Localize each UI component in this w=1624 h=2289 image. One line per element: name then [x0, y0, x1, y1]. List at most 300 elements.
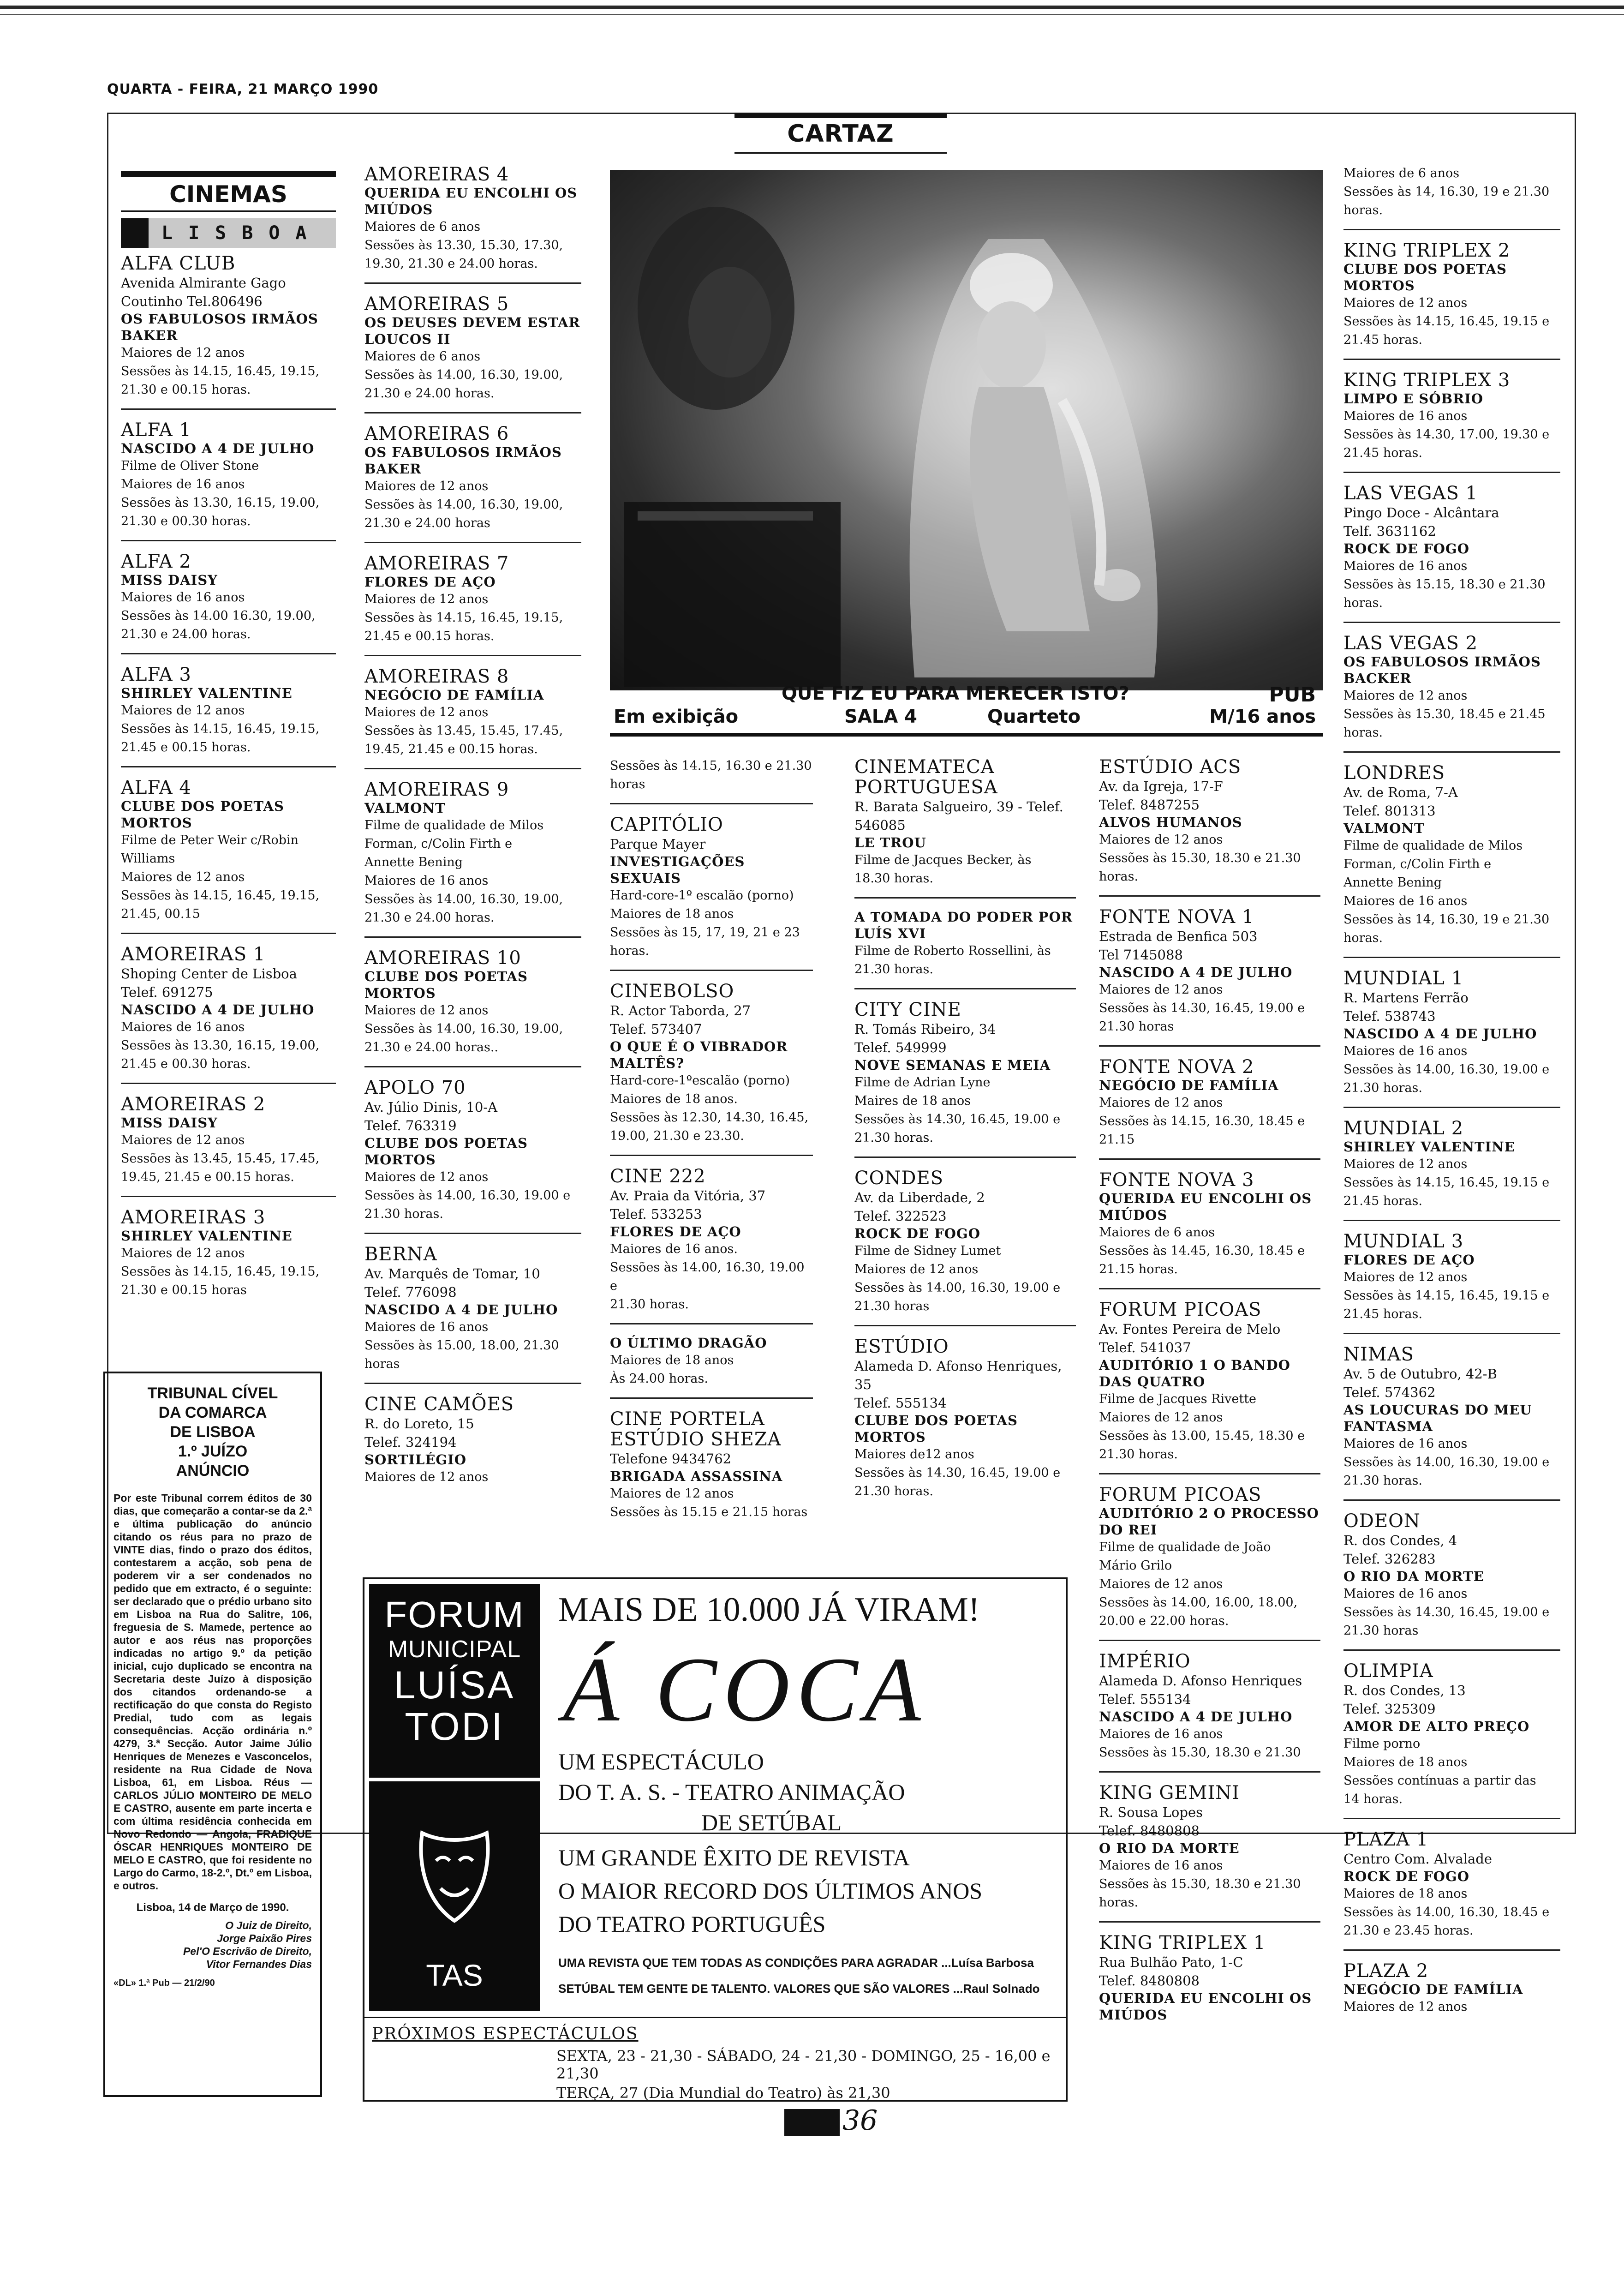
cinema-address: Telef. 8480808 [1099, 1823, 1200, 1839]
theatre-mask-icon [408, 1824, 501, 1930]
cinema-name: MUNDIAL 1 [1343, 968, 1464, 989]
session-info: Maiores de 16 anos [121, 590, 245, 605]
section-title-rule [734, 152, 947, 154]
session-info: Sessões contínuas a partir das [1343, 1774, 1536, 1788]
session-info: 21.45, 00.15 [121, 907, 200, 921]
film-title: INVESTIGAÇÕES SEXUAIS [610, 854, 745, 886]
session-info: Filme de qualidade de Milos [364, 818, 544, 833]
film-title: MISS DAISY [121, 1115, 218, 1131]
session-info: Sessões às 14.00, 16.30, 18.45 e [1343, 1905, 1550, 1919]
cinema-listing [364, 164, 581, 284]
cinema-address: Telef. 574362 [1343, 1384, 1436, 1400]
film-title: OS FABULOSOS IRMÃOS BAKER [364, 444, 562, 477]
session-info: 14 horas. [1343, 1792, 1403, 1806]
cinema-address: Av. da Liberdade, 2 [854, 1190, 985, 1205]
cinema-listing [364, 424, 581, 543]
cinema-address: Telef. 8480808 [1099, 1973, 1200, 1989]
session-info: Forman, c/Colin Firth e [1343, 857, 1492, 871]
session-info: 19.00, 21.30 e 23.30. [610, 1129, 744, 1143]
film-title: NOVE SEMANAS E MEIA [854, 1057, 1051, 1073]
film-title: NASCIDO A 4 DE JULHO [121, 1002, 315, 1018]
film-title: SORTILÉGIO [364, 1452, 467, 1468]
session-info: Maiores de 18 anos [610, 907, 734, 921]
caption-rating: M/16 anos [1209, 706, 1316, 727]
session-info: 21.45 e 00.15 horas. [364, 629, 495, 643]
cinema-address: Av. da Igreja, 17-F [1099, 779, 1223, 794]
cinema-address: Telef. 691275 [121, 984, 213, 1000]
session-info: Maiores de 18 anos [1343, 1755, 1468, 1769]
film-title: MISS DAISY [121, 572, 218, 588]
session-info: horas. [1343, 596, 1383, 610]
session-info: horas [610, 777, 645, 791]
session-info: Sessões às 15.30, 18.30 e 21.30 [1099, 1877, 1301, 1891]
cinema-name: AMOREIRAS 5 [364, 294, 509, 315]
cinema-address: Telef. 776098 [364, 1284, 457, 1300]
session-info: Sessões às 15, 17, 19, 21 e 23 [610, 925, 800, 940]
session-info: Maiores de 12 anos [1099, 833, 1223, 847]
session-info: Sessões às 13.30, 16.15, 19.00, [121, 1038, 320, 1053]
film-title: AMOR DE ALTO PREÇO [1343, 1719, 1530, 1734]
cinema-name: CAPITÓLIO [610, 814, 723, 835]
session-info: Sessões às 14.00, 16.30, 19.00, [364, 497, 563, 512]
cinema-listing [610, 815, 813, 971]
court-notice-signatures: O Juiz de Direito, Jorge Paixão Pires Pel'O Escrivão de Direito, Vitor Fernandes Dias [183, 1919, 312, 1970]
session-info: Hard-core-1º escalão (porno) [610, 888, 794, 903]
court-notice-body: Por este Tribunal correm éditos de 30 dias, que começarão a contar-se da 2.ª e última publicação do anúncio citando os réus para no prazo de VINTE dias, findo o prazo dos éditos, contestarem a acção, sob pena de poderem vir a ser condenados no pedido que em extracto, é o seguinte: ser declarado que o prédio urbano sito em Lisboa na Rua do Salitre, 106, freguesia de S. Mamede, pertence ao autor e aos réus nas proporções indicadas no artigo 9.º da petição inicial, cujo duplicado se encontra na Secretaria deste Juízo à disposição dos citandos ordenando-se a rectificação do que consta do Registo Predial, tudo com as legais consequências. Acção ordinária n.º 4279, 3.ª Secção. Autor Jaime Júlio Henriques de Menezes e Vasconcelos, residente na Rua Cidade de Nova Lisboa, 61, em Lisboa. Réus — CARLOS JÚLIO MONTEIRO DE MELO E CASTRO, ausente em parte incerta e com última residência conhecida em Novo Redondo — Angola, FRADIQUE ÓSCAR HENRIQUES MONTEIRO DE MELO E CASTRO, que foi residente no Largo do Carmo, 18-2.º, Dt.º em Lisboa, e outros. [113, 1492, 312, 1892]
city-banner [121, 218, 336, 248]
cinema-name: KING TRIPLEX 1 [1099, 1932, 1266, 1953]
cinema-name: LAS VEGAS 2 [1343, 633, 1478, 654]
session-info: Maiores de 12 anos [364, 705, 489, 719]
session-info: Maiores de 16 anos [121, 477, 245, 491]
cinema-address: Tel 7145088 [1099, 947, 1183, 963]
session-info: Sessões às 14.15, 16.45, 19.15 e [1343, 1175, 1550, 1190]
film-title: LE TROU [854, 835, 926, 851]
cinema-name: FORUM PICOAS [1099, 1484, 1262, 1505]
cinema-address: Telef. 555134 [1099, 1691, 1191, 1707]
cinema-listing [1343, 1231, 1560, 1334]
session-info: Maiores de 16 anos [1343, 1044, 1468, 1058]
session-info: Maires de 18 anos [854, 1094, 971, 1108]
cinema-listing [1099, 1300, 1320, 1474]
city-name: LISBOA [149, 218, 336, 248]
session-info: horas. [1099, 1895, 1139, 1910]
session-info: Filme de Oliver Stone [121, 459, 259, 473]
cinema-address: Parque Mayer [610, 836, 706, 852]
film-photo [610, 170, 1323, 690]
ad-line-4: UM GRANDE ÊXITO DE REVISTA [558, 1845, 910, 1870]
column-4 [854, 757, 1076, 1520]
cinema-listing [364, 1394, 581, 1496]
session-info: Filme de qualidade de João [1099, 1540, 1271, 1554]
cinema-listing [121, 420, 336, 541]
ad-dates-2: TERÇA, 27 (Dia Mundial do Teatro) às 21,30 [556, 2084, 890, 2102]
cinema-listing [854, 1000, 1076, 1158]
film-title: CLUBE DOS POETAS MORTOS [121, 798, 284, 831]
session-info: Maiores de 12 anos [1343, 296, 1468, 310]
cinema-listing [610, 757, 813, 804]
session-info: Maiores de 6 anos [364, 349, 481, 364]
cinema-listing [121, 1094, 336, 1197]
cinema-name: AMOREIRAS 9 [364, 779, 509, 800]
film-title: LIMPO E SÓBRIO [1343, 391, 1484, 407]
cinema-listing [1343, 1344, 1560, 1501]
film-title: OS FABULOSOS IRMÃOS BACKER [1343, 654, 1541, 686]
film-title: AUDITÓRIO 2 O PROCESSO DO REI [1099, 1505, 1319, 1538]
cinema-listing [1343, 1511, 1560, 1651]
cinema-name: KING TRIPLEX 2 [1343, 240, 1511, 261]
column-5 [1099, 757, 1320, 2043]
session-info: Sessões às 13.30, 16.15, 19.00, [121, 496, 320, 510]
cinema-address: Av. 5 de Outubro, 42-B [1343, 1366, 1497, 1382]
cinema-listing [1099, 1485, 1320, 1641]
cinema-listing [364, 1078, 581, 1234]
session-info: 20.00 e 22.00 horas. [1099, 1614, 1229, 1628]
session-info: Maiores de 12 anos [1343, 1157, 1468, 1171]
session-info: Maiores de 18 anos. [610, 1092, 738, 1106]
ad-line-2: DO T. A. S. - TEATRO ANIMAÇÃO [558, 1779, 905, 1805]
ad-dates-1: SEXTA, 23 - 21,30 - SÁBADO, 24 - 21,30 - DOMINGO, 25 - 16,00 e 21,30 [556, 2047, 1051, 2082]
session-info: Sessões às 15.15, 18.30 e 21.30 [1343, 577, 1546, 592]
session-info: Maiores de 16 anos [1099, 1727, 1223, 1741]
cinema-address: Avenida Almirante Gago [121, 275, 286, 291]
cinema-listing [854, 909, 1076, 989]
cinema-address: R. Barata Salgueiro, 39 - Telef. [854, 799, 1063, 815]
session-info: Maiores de 16 anos. [610, 1242, 738, 1256]
cinema-address: Telef. 555134 [854, 1395, 947, 1411]
film-title: SHIRLEY VALENTINE [121, 685, 293, 701]
film-title: CLUBE DOS POETAS MORTOS [1343, 261, 1507, 294]
session-info: Sessões às 15.00, 18.00, 21.30 [364, 1338, 559, 1353]
cinema-address: Shoping Center de Lisboa [121, 966, 297, 982]
film-title: AS LOUCURAS DO MEU FANTASMA [1343, 1402, 1532, 1434]
session-info: 21.30 horas [1099, 1019, 1174, 1034]
session-info: 21.30 e 24.00 horas.. [364, 1040, 498, 1055]
session-info: Sessões às 14.30, 17.00, 19.30 e [1343, 427, 1550, 442]
cinema-address: R. do Loreto, 15 [364, 1416, 474, 1432]
cinema-name: FONTE NOVA 1 [1099, 906, 1254, 928]
court-notice-ref: «DL» 1.ª Pub — 21/2/90 [113, 1978, 215, 1988]
cinema-address: Telef. 573407 [610, 1021, 702, 1037]
film-title: QUERIDA EU ENCOLHI OS MIÚDOS [1099, 1191, 1312, 1223]
session-info: horas [364, 1357, 400, 1371]
caption-quarteto: Quarteto [987, 706, 1081, 727]
film-title: QUERIDA EU ENCOLHI OS MIÚDOS [364, 185, 578, 217]
film-title: NASCIDO A 4 DE JULHO [364, 1302, 558, 1318]
session-info: 21.45 horas. [1343, 446, 1422, 460]
cinema-listing [854, 1168, 1076, 1326]
film-title: NEGÓCIO DE FAMÍLIA [1343, 1982, 1523, 1997]
session-info: Sessões às 14.30, 16.45, 19.00 e [1343, 1605, 1550, 1619]
cinema-name: LONDRES [1343, 762, 1445, 784]
top-rule-thin [0, 14, 1624, 15]
session-info: Sessões às 14.00, 16.30, 19.00, [364, 1022, 563, 1036]
film-title: CLUBE DOS POETAS MORTOS [364, 969, 528, 1001]
cinema-listing [1343, 164, 1560, 230]
session-info: Maiores de 18 anos [610, 1353, 734, 1367]
film-title: SHIRLEY VALENTINE [1343, 1139, 1515, 1155]
session-info: Sessões às 15.30, 18.30 e 21.30 [1099, 851, 1301, 865]
film-title: O RIO DA MORTE [1343, 1569, 1484, 1584]
cinema-name: AMOREIRAS 2 [121, 1094, 266, 1115]
film-title: FLORES DE AÇO [610, 1224, 741, 1240]
session-info: Maiores de 12 anos [121, 703, 245, 718]
session-info: 21.45 horas. [1343, 1307, 1422, 1321]
film-title: VALMONT [1343, 821, 1425, 836]
session-info: Maiores de 12 anos [1343, 689, 1468, 703]
session-info: 21.30 e 24.00 horas [364, 516, 490, 530]
session-info: 21.30 horas. [1343, 1474, 1422, 1488]
session-info: Sessões às 14.45, 16.30, 18.45 e [1099, 1244, 1305, 1258]
session-info: 18.30 horas. [854, 871, 933, 886]
film-title: AUDITÓRIO 1 O BANDO DAS QUATRO [1099, 1357, 1290, 1390]
session-info: Maiores de 16 anos [1343, 409, 1468, 423]
film-title: FLORES DE AÇO [364, 574, 496, 590]
session-info: Sessões às 15.30, 18.30 e 21.30 [1099, 1745, 1301, 1760]
session-info: Maiores de 16 anos [1343, 559, 1468, 573]
section-title: CARTAZ [787, 120, 894, 148]
film-title: FLORES DE AÇO [1343, 1252, 1475, 1268]
session-info: Sessões às 14.15, 16.45, 19.15, [121, 888, 320, 903]
cinema-listing [121, 778, 336, 934]
session-info: Sessões às 14.30, 16.45, 19.00 e [854, 1466, 1061, 1480]
session-info: Annette Bening [364, 855, 463, 869]
bride-photo-illustration [610, 170, 1323, 690]
film-title: NASCIDO A 4 DE JULHO [1099, 1709, 1293, 1725]
column-2 [364, 164, 581, 1506]
session-info: Sessões às 12.30, 14.30, 16.45, [610, 1110, 809, 1125]
cinema-address: R. dos Condes, 13 [1343, 1683, 1466, 1698]
cinema-name: OLIMPIA [1343, 1660, 1433, 1682]
cinema-address: Telef. 801313 [1343, 803, 1436, 819]
session-info: Maiores de 16 anos [1343, 894, 1468, 908]
session-info: Filme de Jacques Becker, às [854, 853, 1032, 867]
cinema-listing [1099, 1933, 1320, 2032]
session-info: Sessões às 13.00, 15.45, 18.30 e [1099, 1429, 1305, 1443]
session-info: Maiores de 12 anos [610, 1486, 734, 1501]
session-info: Maiores de 6 anos [1343, 166, 1460, 180]
cinema-listing [364, 779, 581, 938]
cinema-address: 546085 [854, 817, 906, 833]
film-title: ROCK DE FOGO [1343, 541, 1469, 557]
cinema-address: Rua Bulhão Pato, 1-C [1099, 1954, 1243, 1970]
session-info: 21.30 horas. [364, 1207, 443, 1221]
cinema-address: Telef. 533253 [610, 1206, 702, 1222]
session-info: Forman, c/Colin Firth e [364, 837, 513, 851]
cinema-address: Av. Júlio Dinis, 10-A [364, 1099, 498, 1115]
cinema-name: MUNDIAL 3 [1343, 1231, 1464, 1252]
film-title: QUERIDA EU ENCOLHI OS MIÚDOS [1099, 1990, 1312, 2023]
session-info: Sessões às 14.00, 16.00, 18.00, [1099, 1595, 1298, 1610]
session-info: 21.45 e 00.30 horas. [121, 1057, 251, 1071]
ad-line-6: DO TEATRO PORTUGUÊS [558, 1911, 826, 1937]
cinema-listing [1343, 968, 1560, 1108]
cinema-name: PLAZA 2 [1343, 1960, 1429, 1982]
cinema-address: Alameda D. Afonso Henriques [1099, 1673, 1302, 1689]
session-info: Sessões às 14.00, 16.30, 19.00 e [364, 1188, 571, 1203]
session-info: Sessões às 14.15, 16.45, 19.15, [364, 611, 563, 625]
session-info: 21.45 horas. [1343, 333, 1422, 347]
session-info: Hard-core-1ºescalão (porno) [610, 1073, 790, 1088]
session-info: 19.30, 21.30 e 24.00 horas. [364, 257, 538, 271]
column-3 [610, 757, 813, 1541]
session-info: Maiores de 18 anos [1343, 1887, 1468, 1901]
cinema-address: R. dos Condes, 4 [1343, 1533, 1457, 1548]
cinema-listing [1343, 483, 1560, 623]
column-1 [121, 171, 336, 1319]
cinema-name: MUNDIAL 2 [1343, 1118, 1464, 1139]
cinema-name: IMPÉRIO [1099, 1651, 1191, 1672]
cinema-address: Telef. 324194 [364, 1434, 457, 1450]
session-info: Maiores de 16 anos [1099, 1858, 1223, 1873]
session-info: 21.30 horas [854, 1299, 930, 1313]
cinema-listing [610, 981, 813, 1156]
ad-line-5: O MAIOR RECORD DOS ÚLTIMOS ANOS [558, 1878, 983, 1904]
cinema-address: Centro Com. Alvalade [1343, 1851, 1492, 1867]
session-info: 21.30 horas. [854, 1131, 933, 1145]
cinema-listing [121, 253, 336, 410]
film-title: VALMONT [364, 800, 446, 816]
cinema-address: Telef. 763319 [364, 1118, 457, 1133]
session-info: Sessões às 15.15 e 21.15 horas [610, 1505, 808, 1519]
caption-sala: SALA 4 [844, 706, 917, 727]
cinema-address: Pingo Doce - Alcântara [1343, 505, 1499, 521]
cinema-listing [121, 1207, 336, 1309]
session-info: Filme de Peter Weir c/Robin [121, 833, 299, 847]
session-info: Sessões às 14.30, 16.45, 19.00 e [1099, 1001, 1305, 1015]
cinema-address: Telef. 541037 [1099, 1340, 1191, 1355]
court-notice-title: TRIBUNAL CÍVEL DA COMARCA DE LISBOA 1.º JUÍZO ANÚNCIO [147, 1384, 278, 1480]
film-title: OS DEUSES DEVEM ESTAR LOUCOS II [364, 315, 580, 347]
ad-logo-panel [369, 1584, 540, 2011]
cinema-address: Telefone 9434762 [610, 1451, 732, 1467]
column-6 [1343, 164, 1560, 2036]
cinema-listing [1343, 763, 1560, 958]
film-title: ROCK DE FOGO [1343, 1869, 1469, 1884]
ad-schedule [364, 2017, 1066, 2100]
session-info: Sessões às 14.00, 16.30, 19.00 e [610, 1260, 805, 1293]
film-title: ALVOS HUMANOS [1099, 815, 1242, 830]
cinema-address: Telf. 3631162 [1343, 523, 1436, 539]
page-number: 36 [784, 2104, 878, 2137]
session-info: Maiores de 16 anos [1343, 1437, 1468, 1451]
cinema-name: KING GEMINI [1099, 1782, 1240, 1804]
session-info: 21.30 horas. [1099, 1447, 1178, 1462]
session-info: horas. [610, 944, 650, 958]
cinema-address: Estrada de Benfica 503 [1099, 929, 1258, 944]
session-info: 21.30 e 24.00 horas. [364, 911, 495, 925]
session-info: Maiores de 12 anos [854, 1262, 979, 1276]
session-info: horas. [1343, 931, 1383, 945]
session-info: 21.45 e 00.15 horas. [121, 740, 251, 755]
cinema-address: Telef. 326283 [1343, 1551, 1436, 1567]
cinema-name: ALFA 3 [121, 664, 191, 685]
film-title: CLUBE DOS POETAS MORTOS [854, 1413, 1018, 1445]
session-info: Sessões às 14.00, 16.30, 19.00 e [1343, 1062, 1550, 1077]
session-info: Sessões às 14.30, 16.45, 19.00 e [854, 1112, 1061, 1127]
ad-headline: MAIS DE 10.000 JÁ VIRAM! [558, 1591, 980, 1629]
session-info: Sessões às 14.15, 16.45, 19.15 e [1343, 314, 1550, 329]
cinema-listing [1343, 1118, 1560, 1221]
cinema-listing [121, 551, 336, 654]
session-info: Sessões às 14, 16.30, 19 e 21.30 [1343, 185, 1550, 199]
session-info: Williams [121, 851, 175, 866]
session-info: Maiores de 16 anos [121, 1020, 245, 1034]
dl-logo [784, 2109, 840, 2136]
cinema-listing [364, 294, 581, 413]
session-info: Maiores de 12 anos [1099, 983, 1223, 997]
top-rule [0, 6, 1624, 9]
session-info: Filme de Sidney Lumet [854, 1244, 1001, 1258]
cinema-listing [1099, 1651, 1320, 1773]
cinema-name: ALFA CLUB [121, 253, 236, 274]
session-info: Sessões às 13.45, 15.45, 17.45, [364, 724, 563, 738]
session-info: 21.30 e 00.15 horas [121, 1283, 247, 1297]
cinema-listing [121, 665, 336, 767]
session-info: 21.15 horas. [1099, 1262, 1178, 1276]
session-info: Sessões às 14.00 16.30, 19.00, [121, 609, 316, 623]
session-info: Filme de Adrian Lyne [854, 1075, 991, 1090]
cinema-listing [1099, 907, 1320, 1047]
session-info: Sessões às 13.30, 15.30, 17.30, [364, 238, 563, 252]
session-info: 19.45, 21.45 e 00.15 horas. [121, 1170, 294, 1184]
ad-tas: TAS [426, 1958, 483, 1992]
session-info: Sessões às 14.15, 16.30, 18.45 e [1099, 1114, 1305, 1128]
ad-line-1: UM ESPECTÁCULO [558, 1749, 764, 1774]
cinema-name: CINE 222 [610, 1166, 706, 1187]
session-info: 21.45 horas. [1343, 1194, 1422, 1208]
session-info: Mário Grilo [1099, 1558, 1172, 1573]
session-info: Sessões às 13.45, 15.45, 17.45, [121, 1151, 320, 1166]
cinema-name: ALFA 4 [121, 777, 191, 798]
cinema-name: APOLO 70 [364, 1077, 466, 1098]
cinema-name: ESTÚDIO ACS [1099, 756, 1242, 778]
cinema-name: PLAZA 1 [1343, 1829, 1429, 1850]
session-info: Sessões às 14.15, 16.45, 19.15, [121, 364, 320, 378]
cinema-name: CINEBOLSO [610, 981, 734, 1002]
session-info: Sessões às 14.00, 16.30, 19.00 e [1343, 1455, 1550, 1469]
film-title: NASCIDO A 4 DE JULHO [121, 441, 315, 456]
cinema-listing [610, 1166, 813, 1324]
session-info: Sessões às 14.00, 16.30, 19.00, [364, 892, 563, 906]
cinema-address: R. Tomás Ribeiro, 34 [854, 1021, 996, 1037]
session-info: 21.30 horas [1343, 1624, 1419, 1638]
session-info: Maiores de 12 anos [121, 1246, 245, 1260]
session-info: horas. [1343, 725, 1383, 740]
caption-pub: PUB [1269, 683, 1316, 707]
cinema-listing [1343, 1961, 1560, 2025]
session-info: 21.30 e 00.30 horas. [121, 514, 251, 528]
film-title: O QUE É O VIBRADOR MALTÊS? [610, 1039, 788, 1071]
film-title: OS FABULOSOS IRMÃOS BAKER [121, 311, 318, 343]
cinema-address: R. Actor Taborda, 27 [610, 1003, 751, 1019]
photo-caption [610, 683, 1323, 734]
cinema-listing [1343, 1829, 1560, 1951]
cinema-name: CONDES [854, 1168, 944, 1189]
session-info: Sessões às 14, 16.30, 19 e 21.30 [1343, 912, 1550, 927]
session-info: Sessões às 14.15, 16.30 e 21.30 [610, 759, 812, 773]
cinema-address: Telef. 549999 [854, 1040, 947, 1055]
film-title: O ÚLTIMO DRAGÃO [610, 1335, 767, 1351]
cinema-listing [1099, 1057, 1320, 1160]
ad-line-3: DE SETÚBAL [701, 1810, 842, 1835]
session-info: 21.15 [1099, 1133, 1135, 1147]
cinema-name: FORUM PICOAS [1099, 1299, 1262, 1320]
session-info: Sessões às 15.30, 18.45 e 21.45 [1343, 707, 1546, 721]
session-info: Maiores de 16 anos [364, 874, 489, 888]
session-info: Maiores de12 anos [854, 1447, 974, 1462]
session-info: Maiores de 12 anos [1343, 2000, 1468, 2014]
